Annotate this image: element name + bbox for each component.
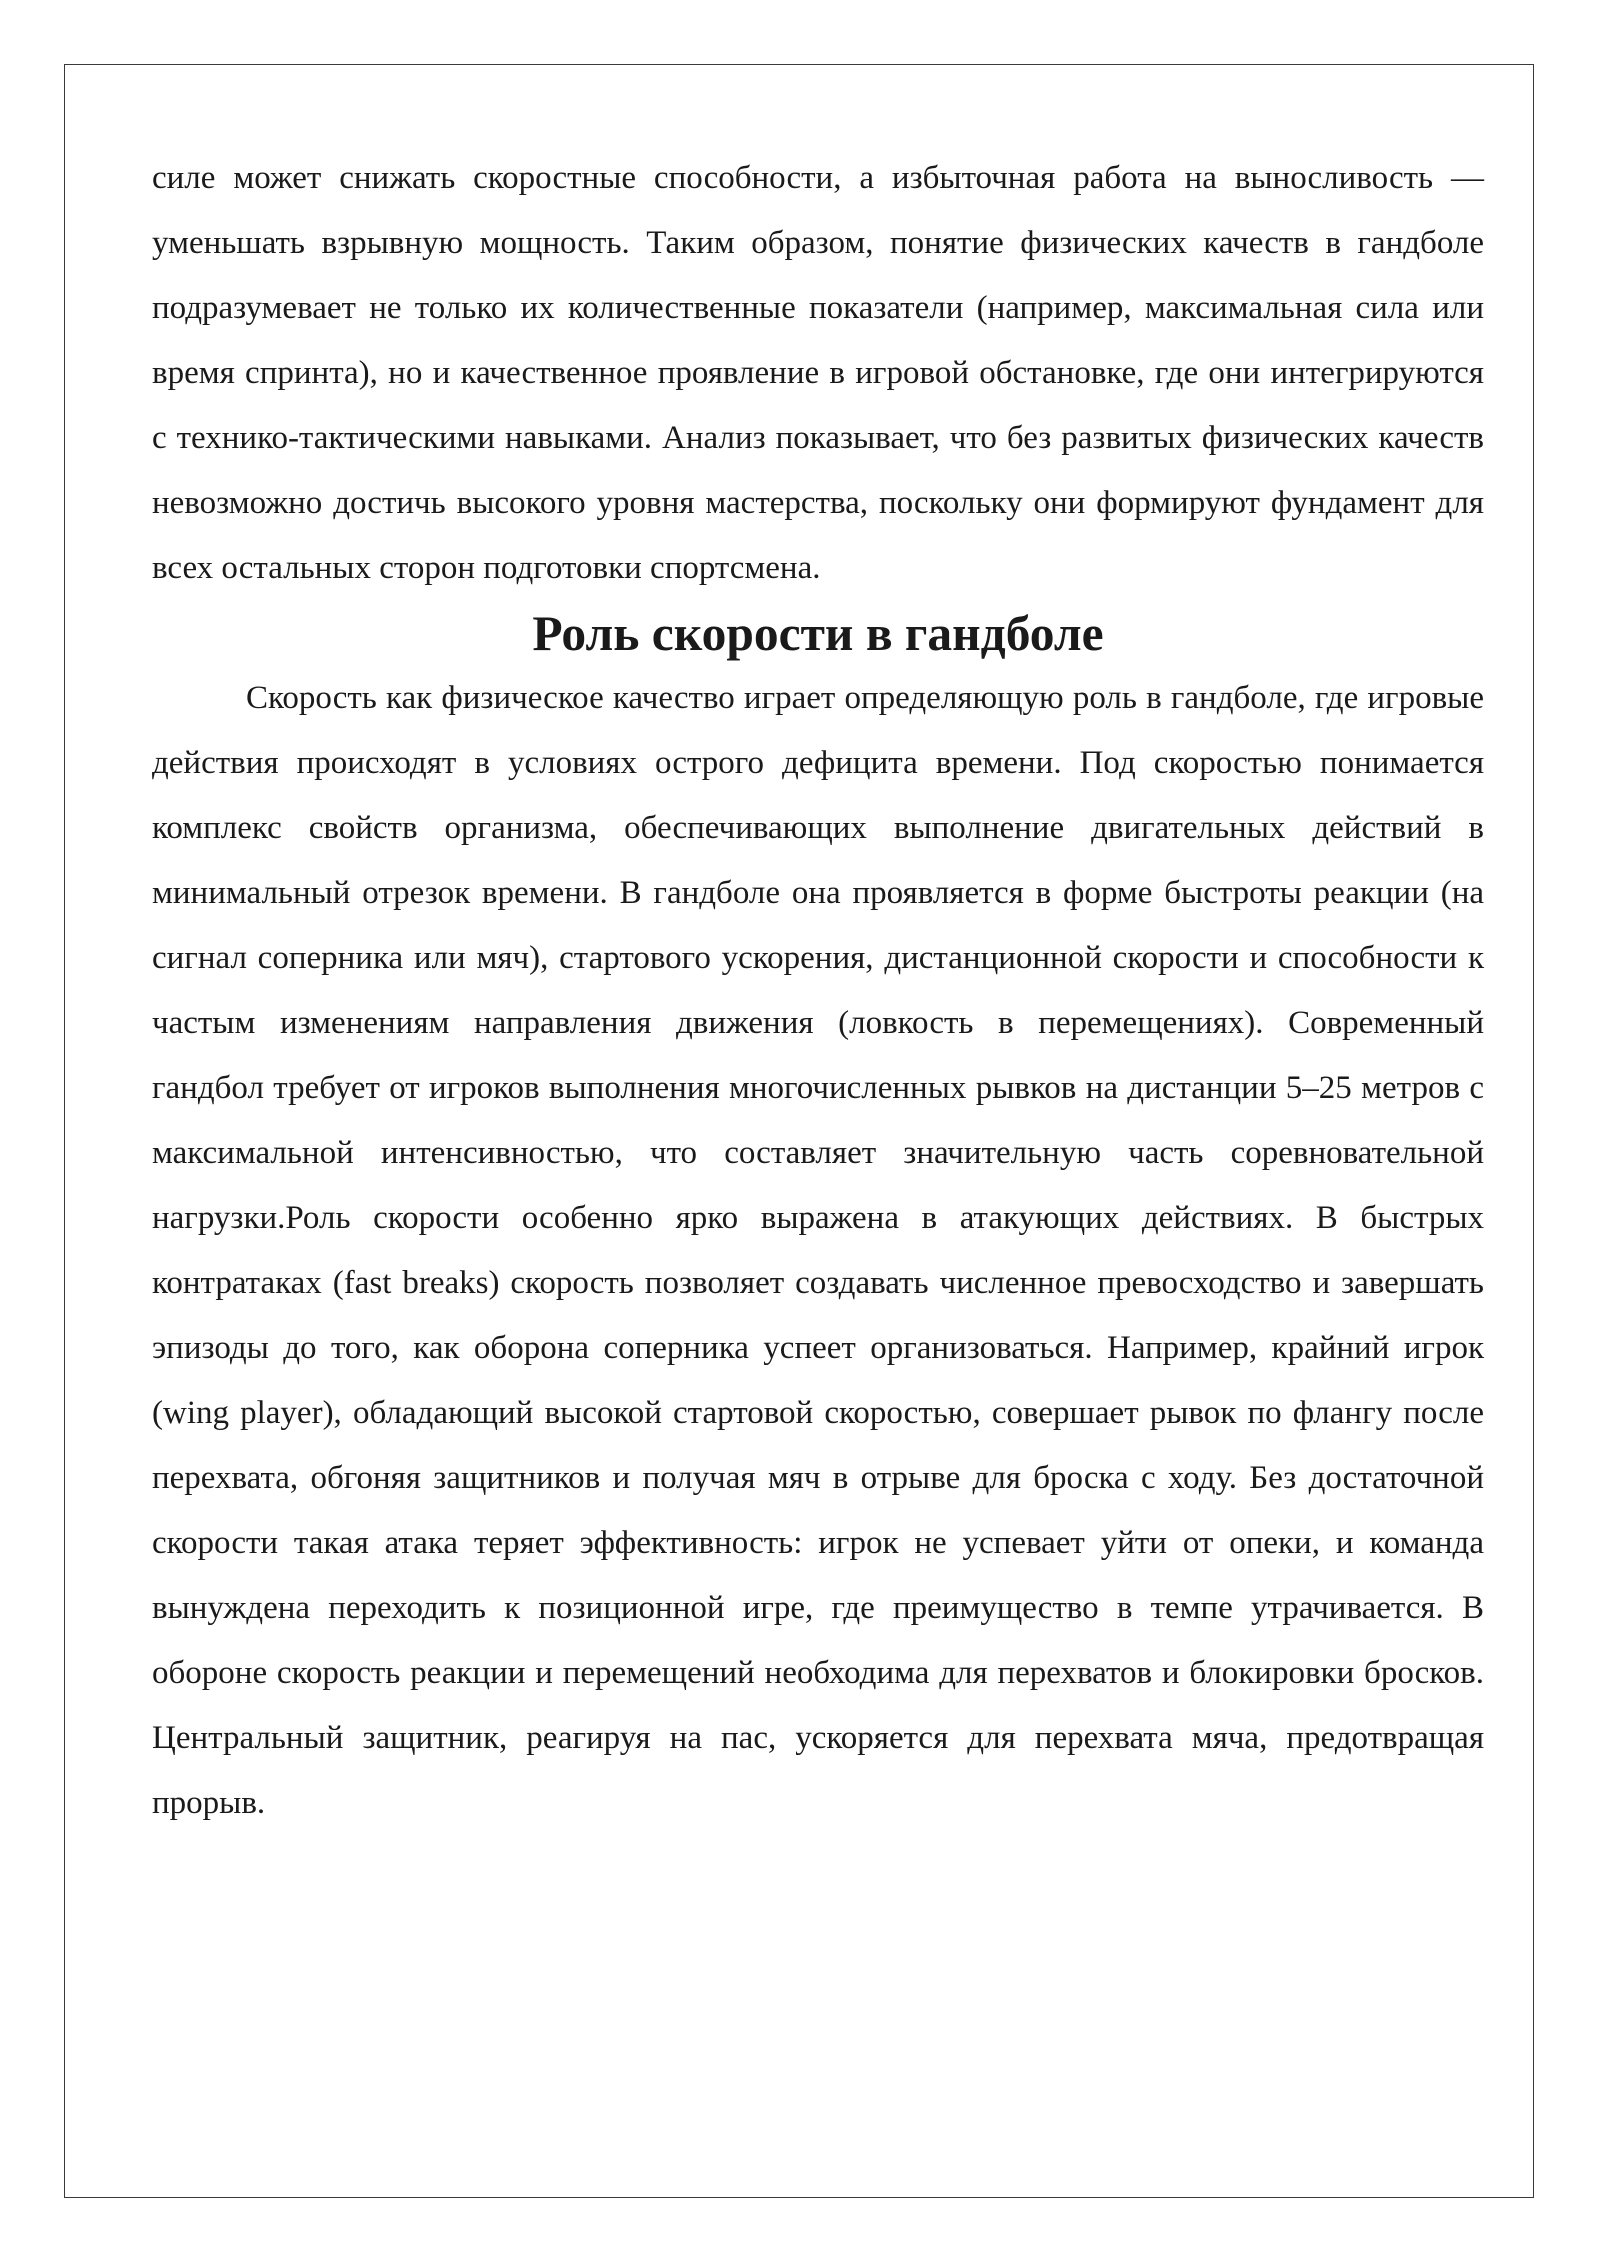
body-paragraph-1: силе может снижать скоростные способности, а избыточная работа на выносливость — уменьшать взрывную мощность. Таким образом, понятие физических качеств в гандболе подразумевает не только их количественные показатели (например, максимальная сила или время спринта), но и качественное проявление в игровой обстановке, где они интегрируются с технико-тактическими навыками. Анализ показывает, что без развитых физических качеств невозможно достичь высокого уровня мастерства, поскольку они формируют фундамент для всех остальных сторон подготовки спортсмена. [152,160,1484,586]
section-heading: Роль скорости в гандболе [532,606,1104,661]
page-content [152,146,1484,1836]
body-paragraph-2: Скорость как физическое качество играет определяющую роль в гандболе, где игровые действия происходят в условиях острого дефицита времени. Под скоростью понимается комплекс свойств организма, обеспечивающих выполнение двигательных действий в минимальный отрезок времени. В гандболе она проявляется в форме быстроты реакции (на сигнал соперника или мяч), стартового ускорения, дистанционной скорости и способности к частым изменениям направления движения (ловкость в перемещениях). Современный гандбол требует от игроков выполнения многочисленных рывков на дистанции 5–25 метров с максимальной интенсивностью, что составляет значительную часть соревновательной нагрузки.Роль скорости особенно ярко выражена в атакующих действиях. В быстрых контратаках (fast breaks) скорость позволяет создавать численное превосходство и завершать эпизоды до того, как оборона соперника успеет организоваться. Например, крайний игрок (wing player), обладающий высокой стартовой скоростью, совершает рывок по флангу после перехвата, обгоняя защитников и получая мяч в отрыве для броска с ходу. Без достаточной скорости такая атака теряет эффективность: игрок не успевает уйти от опеки, и команда вынуждена переходить к позиционной игре, где преимущество в темпе утрачивается. В обороне скорость реакции и перемещений необходима для перехватов и блокировки бросков. Центральный защитник, реагируя на пас, ускоряется для перехвата мяча, предотвращая прорыв. [152,680,1484,1821]
